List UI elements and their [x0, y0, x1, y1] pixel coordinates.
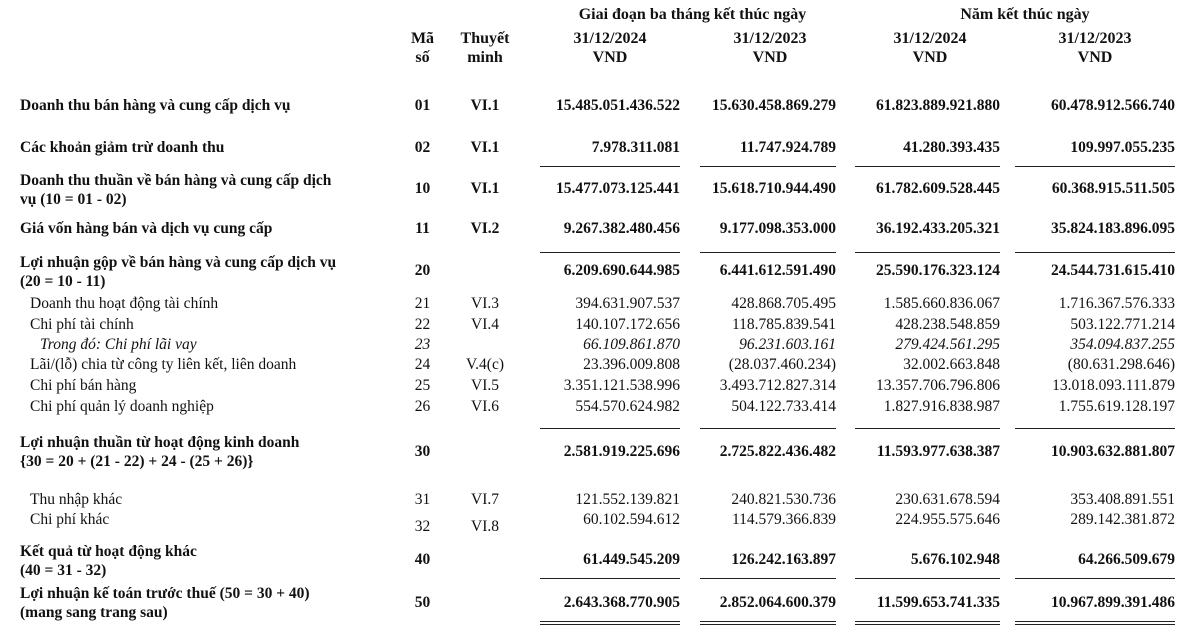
row-value: 25.590.176.323.124 [876, 262, 1000, 279]
underline-rule [540, 578, 680, 579]
row-note: VI.1 [470, 97, 500, 114]
row-label: Lợi nhuận kế toán trước thuế (50 = 30 + 40) [20, 585, 310, 602]
underline-rule [700, 166, 836, 167]
col-note-header-l1: Thuyết [460, 30, 510, 47]
row-value: (80.631.298.646) [1067, 356, 1175, 373]
date-col-1: 31/12/2024 [573, 30, 647, 47]
group1-header: Giai đoạn ba tháng kết thúc ngày [578, 6, 807, 23]
row-label: Kết quả từ hoạt động khác [20, 543, 197, 560]
underline-rule [855, 166, 1000, 167]
row-label: Các khoản giảm trừ doanh thu [20, 139, 225, 156]
row-value: 121.552.139.821 [575, 491, 680, 508]
row-code: 32 [414, 518, 431, 535]
row-label: Lợi nhuận gộp về bán hàng và cung cấp dịch vụ [20, 254, 337, 271]
row-label: Lợi nhuận thuần từ hoạt động kinh doanh [20, 434, 300, 451]
row-value: 140.107.172.656 [575, 316, 680, 333]
row-code: 21 [414, 295, 431, 312]
underline-rule [540, 428, 680, 429]
row-value: 9.267.382.480.456 [563, 220, 680, 237]
row-value: 354.094.837.255 [1070, 336, 1175, 353]
row-value: 2.852.064.600.379 [719, 594, 836, 611]
row-note: VI.1 [470, 180, 500, 197]
group2-header: Năm kết thúc ngày [960, 6, 1090, 23]
date-col-3: 31/12/2024 [893, 30, 967, 47]
row-code: 10 [414, 180, 431, 197]
row-value: 24.544.731.615.410 [1051, 262, 1175, 279]
underline-rule [700, 578, 836, 579]
underline-rule [1015, 428, 1175, 429]
row-value: 503.122.771.214 [1070, 316, 1175, 333]
row-value: 11.593.977.638.387 [876, 443, 1000, 460]
row-value: 64.266.509.679 [1078, 551, 1175, 568]
row-note: VI.7 [471, 491, 499, 508]
row-note: VI.3 [471, 295, 499, 312]
row-label: Chi phí bán hàng [30, 377, 137, 394]
underline-rule [700, 621, 836, 622]
underline-rule [540, 621, 680, 622]
underline-rule [700, 252, 836, 253]
row-value: 61.782.609.528.445 [876, 180, 1000, 197]
row-value: 13.357.706.796.806 [876, 377, 1000, 394]
row-value: 2.725.822.436.482 [719, 443, 836, 460]
underline-rule [855, 428, 1000, 429]
row-value: 32.002.663.848 [903, 356, 1000, 373]
row-value: (28.037.460.234) [728, 356, 836, 373]
row-label: Chi phí quản lý doanh nghiệp [30, 398, 214, 415]
row-note: VI.1 [470, 139, 500, 156]
row-value: 15.477.073.125.441 [556, 180, 680, 197]
row-label: Trong đó: Chi phí lãi vay [40, 336, 197, 353]
row-value: 15.630.458.869.279 [712, 97, 836, 114]
row-label: Lãi/(lỗ) chia từ công ty liên kết, liên doanh [30, 356, 297, 373]
row-label: Chi phí khác [30, 511, 110, 528]
row-value: 504.122.733.414 [731, 398, 836, 415]
row-value: 15.485.051.436.522 [556, 97, 680, 114]
row-value: 61.823.889.921.880 [876, 97, 1000, 114]
row-code: 25 [414, 377, 431, 394]
row-value: 10.903.632.881.807 [1051, 443, 1175, 460]
row-value: 13.018.093.111.879 [1052, 377, 1175, 394]
row-code: 20 [414, 262, 431, 279]
row-value: 11.599.653.741.335 [876, 594, 1000, 611]
row-value: 114.579.366.839 [731, 511, 836, 528]
row-label: {30 = 20 + (21 - 22) + 24 - (25 + 26)} [20, 453, 254, 470]
row-value: 1.755.619.128.197 [1058, 398, 1175, 415]
row-code: 24 [414, 356, 431, 373]
underline-rule [1015, 166, 1175, 167]
row-label: Giá vốn hàng bán và dịch vụ cung cấp [20, 220, 273, 237]
row-note: VI.6 [471, 398, 499, 415]
row-value: 7.978.311.081 [591, 139, 680, 156]
row-value: 2.643.368.770.905 [563, 594, 680, 611]
row-value: 9.177.098.353.000 [719, 220, 836, 237]
currency-col-4: VND [1077, 49, 1113, 66]
underline-rule [700, 624, 836, 625]
row-value: 61.449.545.209 [583, 551, 680, 568]
row-value: 230.631.678.594 [895, 491, 1000, 508]
col-note-header-l2: minh [467, 49, 503, 66]
underline-rule [855, 624, 1000, 625]
row-code: 22 [414, 316, 431, 333]
underline-rule [1015, 621, 1175, 622]
row-value: 6.209.690.644.985 [563, 262, 680, 279]
row-value: 2.581.919.225.696 [563, 443, 680, 460]
date-col-2: 31/12/2023 [733, 30, 807, 47]
row-value: 118.785.839.541 [731, 316, 836, 333]
currency-col-3: VND [912, 49, 948, 66]
row-value: 289.142.381.872 [1070, 511, 1175, 528]
row-code: 01 [414, 97, 431, 114]
row-value: 11.747.924.789 [739, 139, 836, 156]
row-value: 428.868.705.495 [731, 295, 836, 312]
row-value: 554.570.624.982 [575, 398, 680, 415]
underline-rule [700, 428, 836, 429]
date-col-4: 31/12/2023 [1058, 30, 1132, 47]
row-note: V.4(c) [465, 356, 505, 373]
row-label: Doanh thu hoạt động tài chính [30, 295, 219, 312]
row-code: 26 [414, 398, 431, 415]
col-code-header-l1: Mã [410, 30, 435, 47]
row-note: VI.4 [471, 316, 499, 333]
currency-col-1: VND [592, 49, 628, 66]
row-value: 15.618.710.944.490 [712, 180, 836, 197]
row-note: VI.5 [471, 377, 499, 394]
row-value: 240.821.530.736 [731, 491, 836, 508]
row-note: VI.2 [470, 220, 500, 237]
row-value: 279.424.561.295 [895, 336, 1000, 353]
underline-rule [855, 578, 1000, 579]
row-value: 353.408.891.551 [1070, 491, 1175, 508]
underline-rule [1015, 252, 1175, 253]
row-code: 02 [414, 139, 431, 156]
underline-rule [855, 621, 1000, 622]
row-label: (40 = 31 - 32) [20, 562, 107, 579]
col-code-header-l2: số [415, 49, 430, 66]
row-code: 31 [414, 491, 431, 508]
row-label: Chi phí tài chính [30, 316, 134, 333]
row-value: 36.192.433.205.321 [876, 220, 1000, 237]
row-value: 3.351.121.538.996 [563, 377, 680, 394]
row-value: 1.716.367.576.333 [1058, 295, 1175, 312]
row-label: (mang sang trang sau) [20, 604, 168, 621]
row-value: 109.997.055.235 [1070, 139, 1175, 156]
underline-rule [1015, 624, 1175, 625]
row-value: 1.585.660.836.067 [883, 295, 1000, 312]
row-value: 428.238.548.859 [895, 316, 1000, 333]
underline-rule [540, 624, 680, 625]
row-value: 394.631.907.537 [575, 295, 680, 312]
row-label: Thu nhập khác [30, 491, 123, 508]
row-note: VI.8 [471, 518, 499, 535]
row-value: 10.967.899.391.486 [1051, 594, 1175, 611]
row-value: 6.441.612.591.490 [719, 262, 836, 279]
row-value: 60.102.594.612 [583, 511, 680, 528]
row-code: 11 [415, 220, 430, 237]
row-value: 3.493.712.827.314 [719, 377, 836, 394]
row-value: 96.231.603.161 [739, 336, 836, 353]
underline-rule [540, 252, 680, 253]
row-code: 30 [414, 443, 431, 460]
underline-rule [1015, 578, 1175, 579]
row-code: 50 [414, 594, 431, 611]
row-label: vụ (10 = 01 - 02) [20, 191, 127, 208]
underline-rule [855, 252, 1000, 253]
row-value: 1.827.916.838.987 [883, 398, 1000, 415]
row-value: 66.109.861.870 [583, 336, 680, 353]
row-value: 41.280.393.435 [903, 139, 1000, 156]
row-value: 5.676.102.948 [910, 551, 1000, 568]
row-value: 23.396.009.808 [583, 356, 680, 373]
row-label: Doanh thu bán hàng và cung cấp dịch vụ [20, 97, 291, 114]
row-value: 60.368.915.511.505 [1051, 180, 1175, 197]
underline-rule [540, 166, 680, 167]
row-value: 224.955.575.646 [895, 511, 1000, 528]
currency-col-2: VND [752, 49, 788, 66]
row-code: 23 [414, 336, 431, 353]
row-label: Doanh thu thuần về bán hàng và cung cấp dịch [20, 172, 332, 189]
row-code: 40 [414, 551, 431, 568]
row-value: 60.478.912.566.740 [1051, 97, 1175, 114]
row-value: 126.242.163.897 [731, 551, 836, 568]
row-label: (20 = 10 - 11) [20, 273, 106, 290]
row-value: 35.824.183.896.095 [1051, 220, 1175, 237]
